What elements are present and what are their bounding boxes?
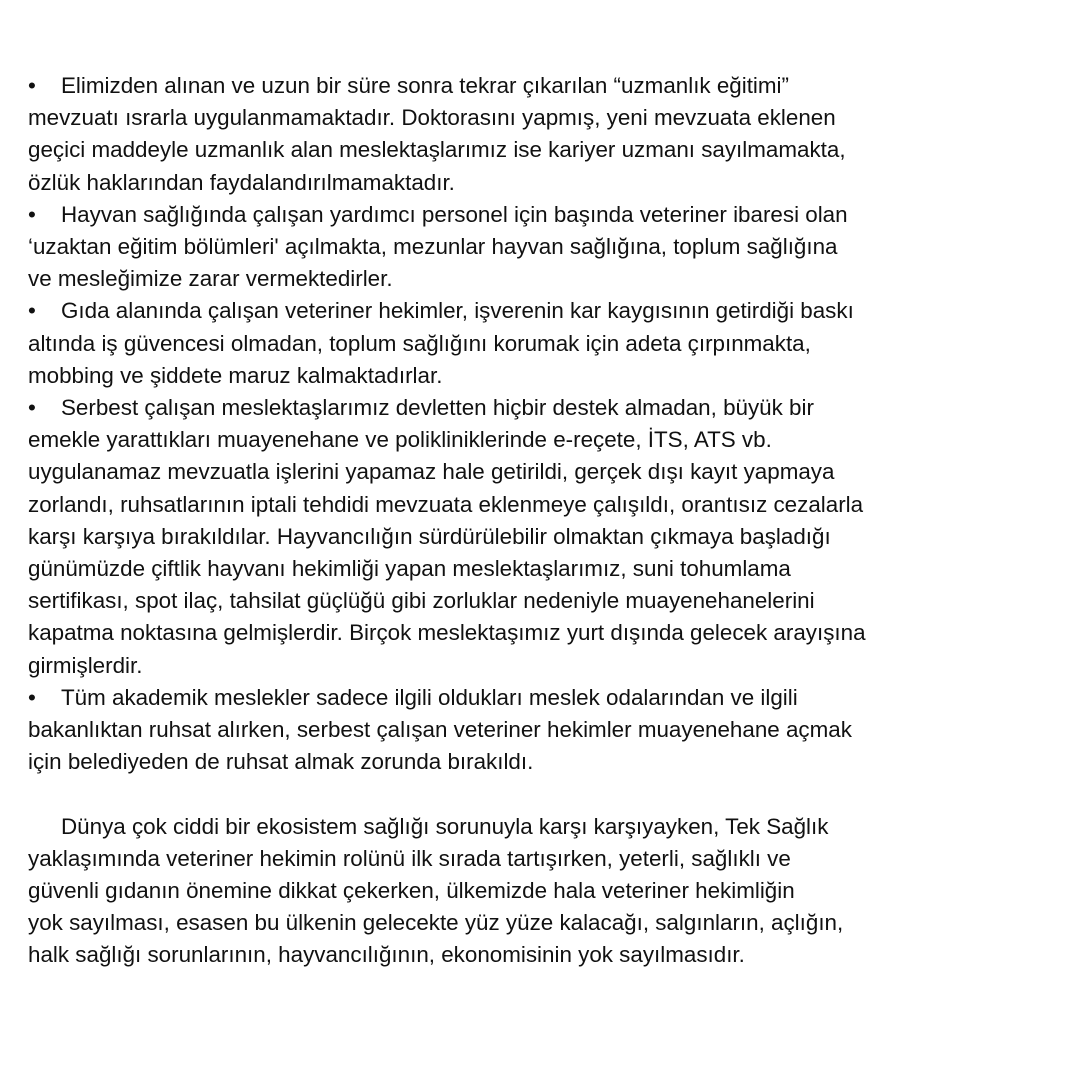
bullet-text-line: Gıda alanında çalışan veteriner hekimler, işverenin kar kaygısının getirdiği baskı — [61, 298, 854, 324]
bullet-text-line: uygulanamaz mevzuatla işlerini yapamaz hale getirildi, gerçek dışı kayıt yapmaya — [28, 459, 835, 485]
bullet-item — [28, 392, 1068, 682]
paragraph-text-line: güvenli gıdanın önemine dikkat çekerken, ülkemizde hala veteriner hekimliğin — [28, 878, 795, 904]
bullet-icon: • — [28, 298, 36, 324]
bullet-text-line: özlük haklarından faydalandırılmamaktadır. — [28, 169, 455, 195]
document-body — [28, 70, 1068, 972]
closing-paragraph — [28, 811, 1068, 972]
bullet-icon: • — [28, 201, 36, 227]
bullet-text-line: sertifikası, spot ilaç, tahsilat güçlüğü gibi zorluklar nedeniyle muayenehanelerini — [28, 588, 815, 614]
bullet-text-line: girmişlerdir. — [28, 652, 143, 678]
bullet-icon: • — [28, 684, 36, 710]
bullet-text-line: Hayvan sağlığında çalışan yardımcı personel için başında veteriner ibaresi olan — [61, 201, 848, 227]
bullet-text-line: emekle yarattıkları muayenehane ve polikliniklerinde e-reçete, İTS, ATS vb. — [28, 427, 772, 453]
paragraph-text-line: halk sağlığı sorunlarının, hayvancılığının, ekonomisinin yok sayılmasıdır. — [28, 942, 745, 968]
bullet-text-line: mevzuatı ısrarla uygulanmamaktadır. Doktorasını yapmış, yeni mevzuata eklenen — [28, 105, 836, 131]
bullet-text-line: geçici maddeyle uzmanlık alan meslektaşlarımız ise kariyer uzmanı sayılmamakta, — [28, 137, 846, 163]
bullet-item — [28, 70, 1068, 199]
bullet-text-line: altında iş güvencesi olmadan, toplum sağlığını korumak için adeta çırpınmakta, — [28, 330, 811, 356]
bullet-text-line: günümüzde çiftlik hayvanı hekimliği yapan meslektaşlarımız, suni tohumlama — [28, 556, 791, 582]
bullet-text-line: karşı karşıya bırakıldılar. Hayvancılığın sürdürülebilir olmaktan çıkmaya başladığı — [28, 523, 831, 549]
paragraph-text-line: Dünya çok ciddi bir ekosistem sağlığı sorunuyla karşı karşıyayken, Tek Sağlık — [61, 813, 829, 839]
paragraph-text-line: yaklaşımında veteriner hekimin rolünü ilk sırada tartışırken, yeterli, sağlıklı ve — [28, 845, 791, 871]
bullet-text-line: Elimizden alınan ve uzun bir süre sonra tekrar çıkarılan “uzmanlık eğitimi” — [61, 73, 789, 98]
bullet-item — [28, 199, 1068, 296]
bullet-item — [28, 295, 1068, 392]
paragraph-spacer — [28, 778, 1068, 810]
bullet-text-line: mobbing ve şiddete maruz kalmaktadırlar. — [28, 362, 443, 388]
bullet-text-line: Tüm akademik meslekler sadece ilgili oldukları meslek odalarından ve ilgili — [61, 684, 798, 710]
paragraph-text-line: yok sayılması, esasen bu ülkenin gelecekte yüz yüze kalacağı, salgınların, açlığın, — [28, 910, 844, 936]
bullet-text-line: bakanlıktan ruhsat alırken, serbest çalışan veteriner hekimler muayenehane açmak — [28, 717, 852, 743]
bullet-icon: • — [28, 395, 36, 421]
bullet-item — [28, 682, 1068, 779]
bullet-text-line: için belediyeden de ruhsat almak zorunda bırakıldı. — [28, 749, 534, 775]
bullet-text-line: Serbest çalışan meslektaşlarımız devletten hiçbir destek almadan, büyük bir — [61, 395, 814, 421]
bullet-icon: • — [28, 73, 36, 98]
bullet-text-line: ‘uzaktan eğitim bölümleri' açılmakta, mezunlar hayvan sağlığına, toplum sağlığına — [28, 234, 838, 260]
bullet-text-line: zorlandı, ruhsatlarının iptali tehdidi mevzuata eklenmeye çalışıldı, orantısız cezalarla — [28, 491, 864, 517]
bullet-text-line: ve mesleğimize zarar vermektedirler. — [28, 266, 393, 292]
bullet-text-line: kapatma noktasına gelmişlerdir. Birçok meslektaşımız yurt dışında gelecek arayışına — [28, 620, 866, 646]
